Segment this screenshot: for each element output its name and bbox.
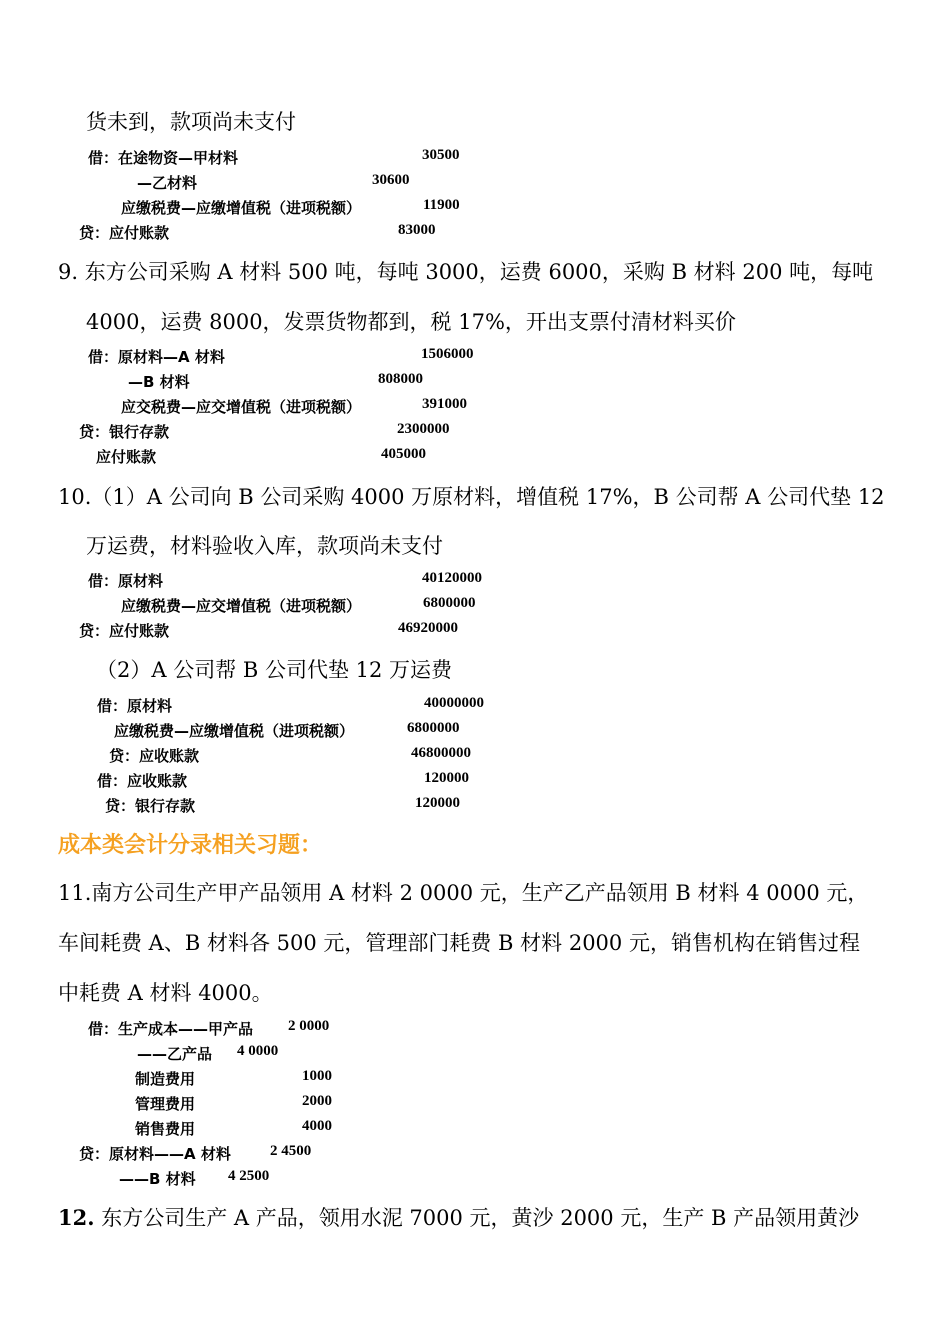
entry-amount: 46920000 [398, 620, 458, 636]
entry-amount: 1000 [302, 1068, 332, 1084]
entry-amount: 1506000 [421, 346, 474, 362]
entry-line: 借：原材料 [97, 697, 173, 715]
entry-line: 贷：银行存款 [105, 797, 196, 815]
entry-amount: 6800000 [423, 595, 476, 611]
entry-line: 销售费用 [135, 1120, 196, 1138]
question-12-line [58, 1202, 859, 1232]
entry-line: 应缴税费—应缴增值税（进项税额） [114, 722, 355, 740]
entry-line: 借：在途物资—甲材料 [88, 149, 239, 167]
entry-amount: 46800000 [411, 745, 471, 761]
entry-amount: 120000 [424, 770, 469, 786]
question-12-text: 东方公司生产 A 产品，领用水泥 7000 元，黄沙 2000 元，生产 B 产品领用黄沙 [94, 1206, 860, 1230]
entry-amount: 4 0000 [237, 1043, 279, 1059]
entry-line: 借：应收账款 [97, 772, 188, 790]
entry-amount: 2300000 [397, 421, 450, 437]
entry-line: 管理费用 [135, 1095, 196, 1113]
entry-line: 贷：应付账款 [79, 622, 170, 640]
entry-line: 贷：应收账款 [109, 747, 200, 765]
entry-amount: 30500 [422, 147, 460, 163]
entry-line: —B 材料 [128, 373, 190, 391]
text-line: 货未到，款项尚未支付 [86, 110, 296, 134]
entry-amount: 11900 [423, 197, 460, 213]
entry-line: —乙材料 [137, 174, 198, 192]
entry-amount: 30600 [372, 172, 410, 188]
entry-line: 贷：应付账款 [79, 224, 170, 242]
entry-amount: 2 4500 [270, 1143, 312, 1159]
entry-line: 制造费用 [135, 1070, 196, 1088]
entry-amount: 83000 [398, 222, 436, 238]
entry-amount: 40000000 [424, 695, 484, 711]
entry-amount: 4000 [302, 1118, 332, 1134]
question-10-part2: （2）A 公司帮 B 公司代垫 12 万运费 [96, 658, 453, 682]
entry-amount: 405000 [381, 446, 426, 462]
entry-line: ——B 材料 [119, 1170, 196, 1188]
entry-line: 借：原材料 [88, 572, 164, 590]
entry-amount: 2000 [302, 1093, 332, 1109]
entry-amount: 391000 [422, 396, 467, 412]
question-11-line: 11.南方公司生产甲产品领用 A 材料 2 0000 元，生产乙产品领用 B 材料 4 0000 元， [58, 881, 869, 905]
question-11-line: 中耗费 A 材料 4000。 [58, 981, 273, 1005]
question-10-line: 万运费，材料验收入库，款项尚未支付 [86, 534, 443, 558]
entry-line: 借：原材料—A 材料 [88, 348, 225, 366]
question-11-line: 车间耗费 A、B 材料各 500 元，管理部门耗费 B 材料 2000 元，销售机构在销售过程 [58, 931, 860, 955]
entry-line: 贷：银行存款 [79, 423, 170, 441]
question-9-line: 4000，运费 8000，发票货物都到，税 17%，开出支票付清材料买价 [86, 310, 736, 334]
entry-line: ——乙产品 [137, 1045, 213, 1063]
entry-line: 应付账款 [96, 448, 157, 466]
entry-line: 应交税费—应交增值税（进项税额） [121, 398, 362, 416]
entry-line: 借：生产成本——甲产品 [88, 1020, 254, 1038]
entry-amount: 4 2500 [228, 1168, 270, 1184]
entry-amount: 2 0000 [288, 1018, 330, 1034]
question-12-number: 12. [58, 1205, 95, 1230]
entry-line: 应缴税费—应缴增值税（进项税额） [121, 199, 362, 217]
section-heading: 成本类会计分录相关习题： [58, 833, 323, 858]
question-10-line: 10.（1）A 公司向 B 公司采购 4000 万原材料，增值税 17%，B 公司帮 A 公司代垫 12 [58, 485, 885, 509]
entry-amount: 808000 [378, 371, 423, 387]
question-9-line: 9. 东方公司采购 A 材料 500 吨，每吨 3000，运费 6000，采购 B 材料 200 吨，每吨 [58, 260, 874, 284]
entry-amount: 6800000 [407, 720, 460, 736]
entry-amount: 40120000 [422, 570, 482, 586]
entry-line: 应缴税费—应交增值税（进项税额） [121, 597, 362, 615]
entry-amount: 120000 [415, 795, 460, 811]
entry-line: 贷：原材料——A 材料 [79, 1145, 231, 1163]
